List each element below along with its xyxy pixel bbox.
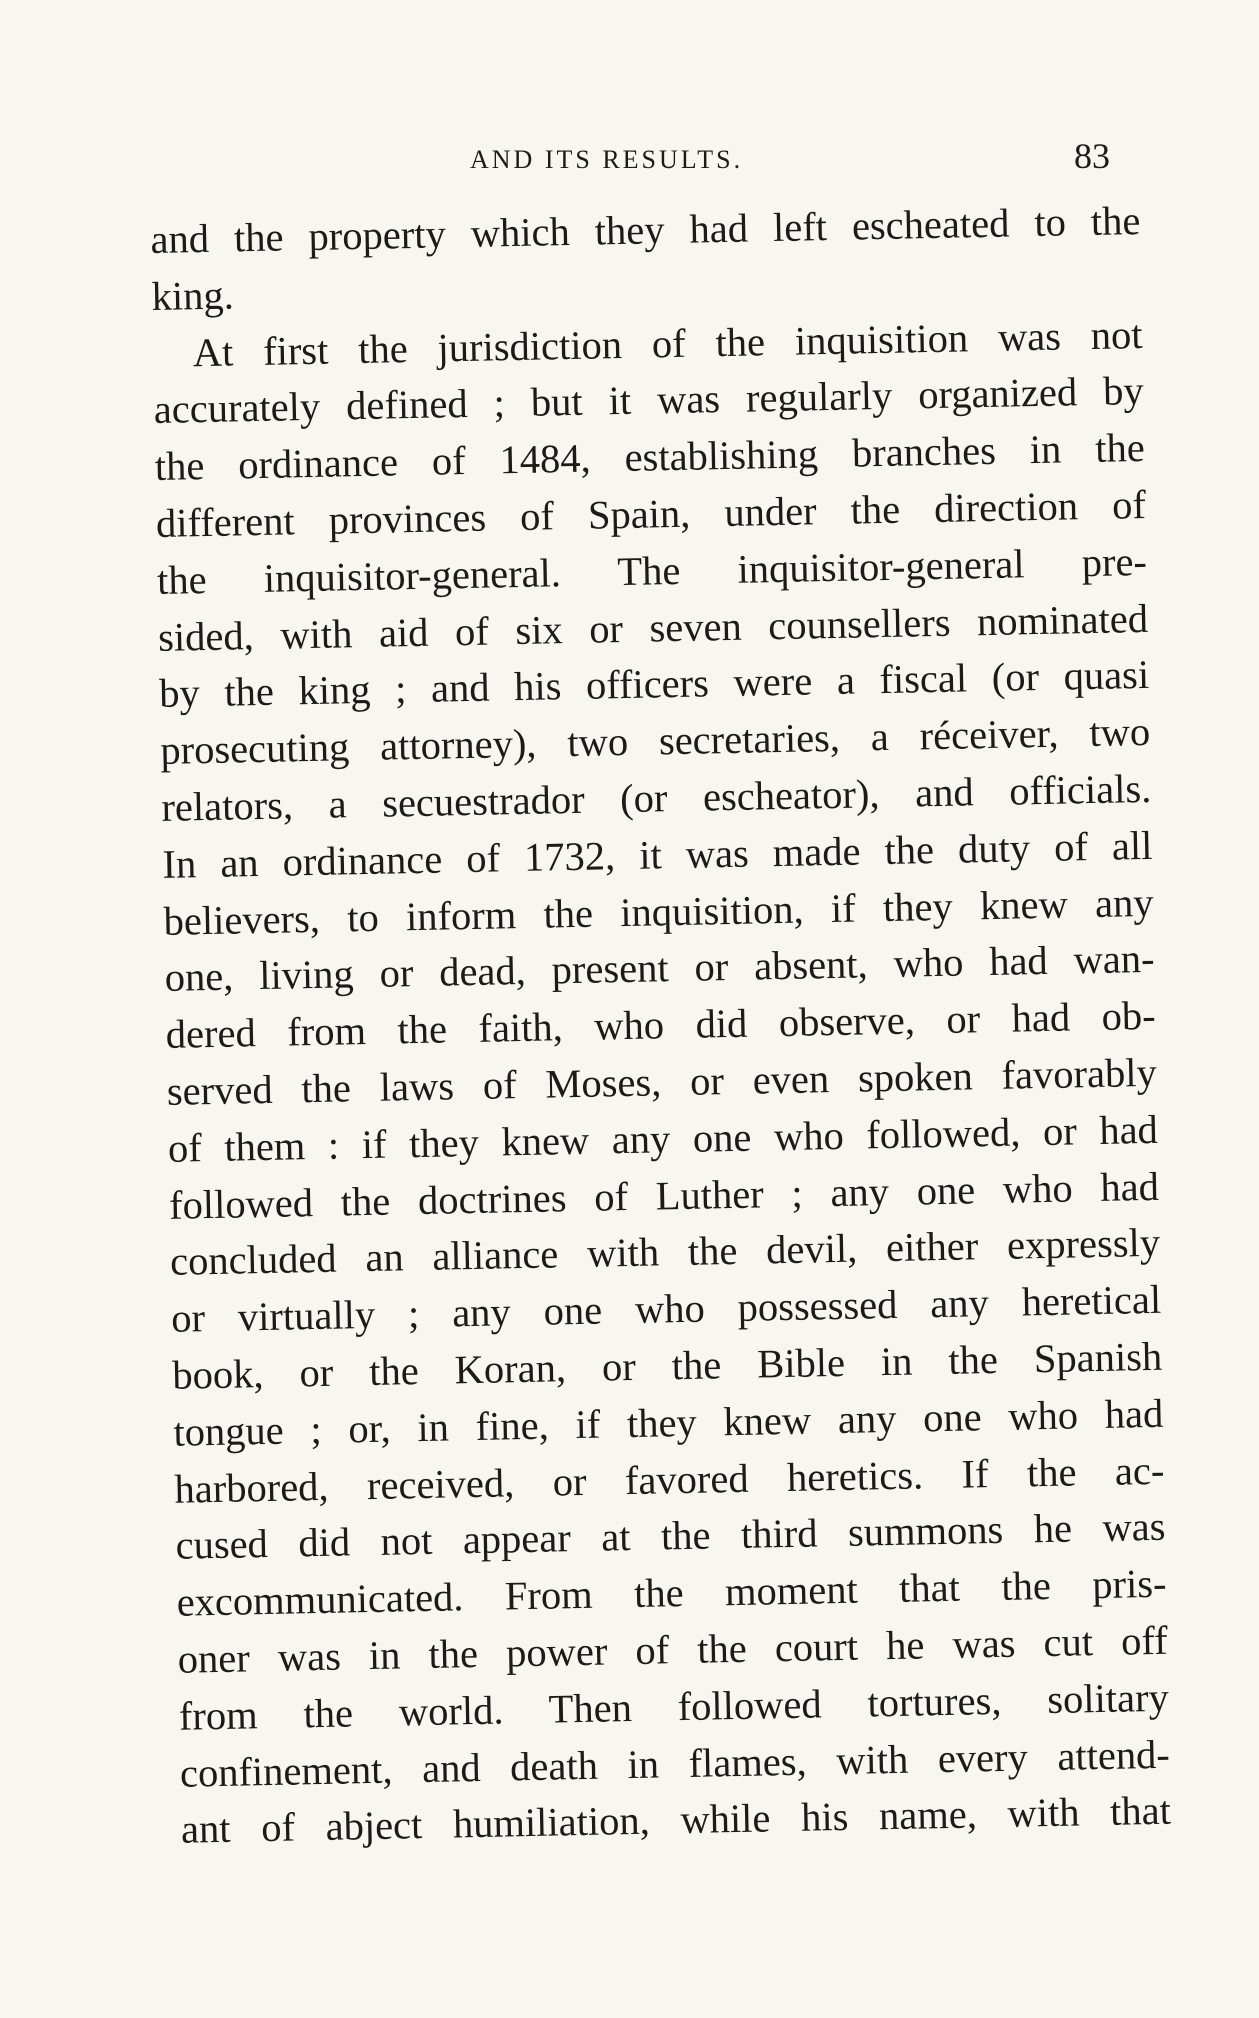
text-line: by the king ; and his officers were a fiscal (or quasi (158, 652, 1150, 717)
text-line: the inquisitor-general. The inquisitor-general pre- (156, 538, 1148, 603)
text-line: excommunicated. From the moment that the pris- (176, 1560, 1167, 1625)
text-line: relators, a secuestrador (or escheator), and officials. (160, 765, 1152, 830)
text-line: book, or the Koran, or the Bible in the Spanish (171, 1333, 1163, 1398)
text-line: the ordinance of 1484, establishing branches in the (154, 425, 1146, 490)
text-line: different provinces of Spain, under the direction of (155, 481, 1147, 546)
text-line: king. (151, 272, 235, 319)
text-line: prosecuting attorney), two secretaries, a réceiver, two (159, 709, 1151, 774)
running-head (150, 135, 1110, 185)
text-line: from the world. Then followed tortures, solitary (178, 1674, 1170, 1739)
text-line: of them : if they knew any one who followed, or had (167, 1106, 1159, 1171)
text-line: or virtually ; any one who possessed any heretical (170, 1276, 1162, 1341)
text-line: ant of abject humiliation, while his name, with that (180, 1788, 1172, 1853)
text-line: dered from the faith, who did observe, or had ob- (165, 993, 1157, 1058)
text-line: and the property which they had left escheated to the (150, 197, 1141, 262)
text-line: served the laws of Moses, or even spoken favorably (166, 1049, 1158, 1114)
text-line: In an ordinance of 1732, it was made the duty of all (162, 822, 1153, 887)
body-text (150, 193, 1171, 1859)
running-title: AND ITS RESULTS. (470, 145, 744, 174)
page-number: 83 (1074, 136, 1110, 176)
text-line: At first the jurisdiction of the inquisition was not (192, 311, 1143, 375)
text-line: concluded an alliance with the devil, either expressly (169, 1220, 1161, 1285)
text-line: believers, to inform the inquisition, if they knew any (163, 879, 1154, 944)
text-line: accurately defined ; but it was regularly organized by (153, 368, 1145, 433)
text-line: harbored, received, or favored heretics. If the ac- (174, 1447, 1165, 1512)
text-line: oner was in the power of the court he was cut off (177, 1617, 1169, 1682)
text-line: one, living or dead, present or absent, who had wan- (164, 936, 1155, 1001)
text-line: confinement, and death in flames, with every attend- (179, 1731, 1171, 1796)
text-line: sided, with aid of six or seven counsellers nominated (157, 595, 1149, 660)
text-line: tongue ; or, in fine, if they knew any one who had (172, 1390, 1164, 1455)
text-line: cused did not appear at the third summons he was (175, 1504, 1166, 1569)
text-line: followed the doctrines of Luther ; any one who had (168, 1163, 1160, 1228)
